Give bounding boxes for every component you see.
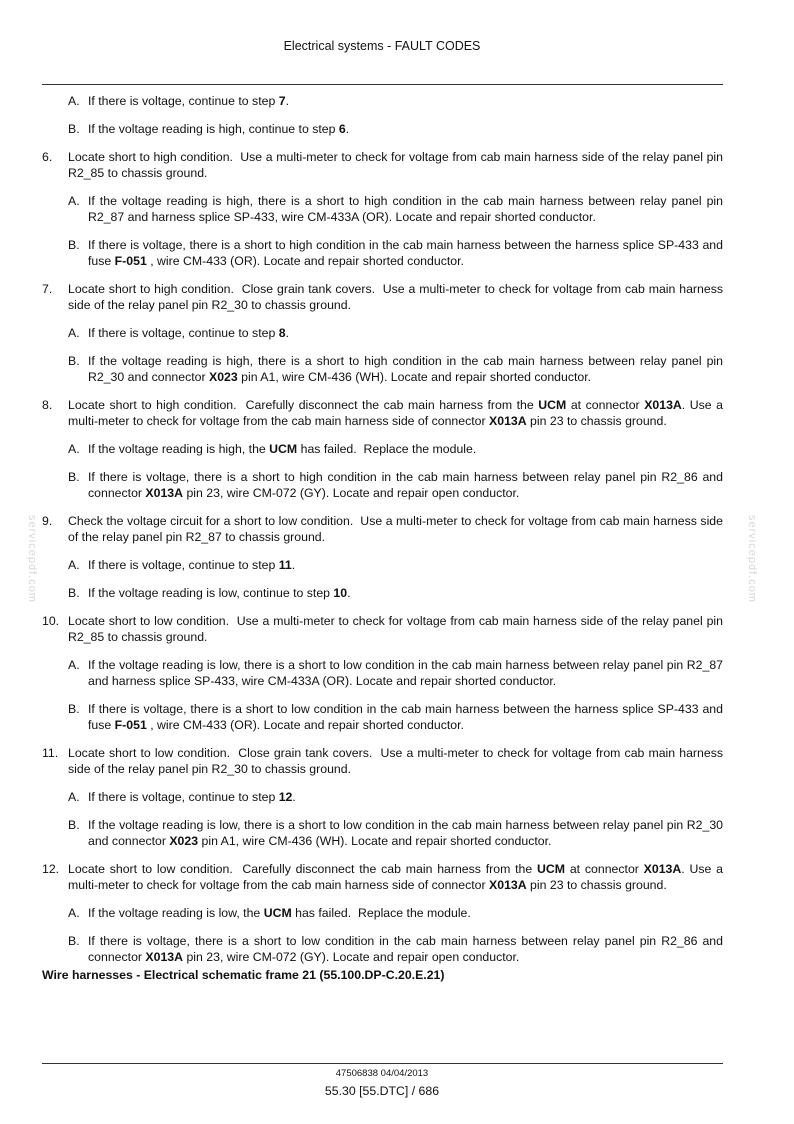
page-header-title: Electrical systems - FAULT CODES: [283, 39, 481, 53]
step-11a: A. If there is voltage, continue to step 12.: [68, 790, 296, 804]
step-7a: A. If there is voltage, continue to step 8.: [68, 326, 289, 340]
step-6a: A. If the voltage reading is high, there is a short to high condition in the cab main harness between relay panel pin R2_87 and harness splice SP-433, wire CM-433A (OR). Locate and repair shorted conductor.: [68, 194, 723, 224]
step-6b: B. If there is voltage, there is a short to high condition in the cab main harness between the harness splice SP-433 and fuse F-051 , wire CM-433 (OR). Locate and repair shorted conductor.: [68, 238, 723, 268]
section-title: Wire harnesses - Electrical schematic frame 21 (55.100.DP-C.20.E.21): [42, 968, 445, 982]
header-rule: [42, 84, 723, 85]
step-12b: B. If there is voltage, there is a short to low condition in the cab main harness between relay panel pin R2_86 and connector X013A pin 23, wire CM-072 (GY). Locate and repair open conductor.: [68, 934, 723, 964]
watermark-right: servicepdf.com: [746, 515, 758, 603]
step-12: 12. Locate short to low condition. Carefully disconnect the cab main harness from the UCM at connector X013A. Use a multi-meter to check for voltage from the cab main harness side of connector X013A pin 23 to chassis ground.: [42, 862, 723, 892]
step-8a: A. If the voltage reading is high, the UCM has failed. Replace the module.: [68, 442, 477, 456]
step-11: 11. Locate short to low condition. Close grain tank covers. Use a multi-meter to check for voltage from cab main harness side of the relay panel pin R2_30 to chassis ground.: [42, 746, 723, 776]
step-5b: B. If the voltage reading is high, continue to step 6.: [68, 122, 350, 136]
step-11b: B. If the voltage reading is low, there is a short to low condition in the cab main harness between relay panel pin R2_30 and connector X023 pin A1, wire CM-436 (WH). Locate and repair shorted conductor.: [68, 818, 723, 848]
footer-rule: [42, 1063, 723, 1064]
step-8b: B. If there is voltage, there is a short to high condition in the cab main harness between relay panel pin R2_86 and connector X013A pin 23, wire CM-072 (GY). Locate and repair open conductor.: [68, 470, 723, 500]
step-9a: A. If there is voltage, continue to step 11.: [68, 558, 296, 572]
step-9: 9. Check the voltage circuit for a short to low condition. Use a multi-meter to check for voltage from cab main harness side of the relay panel pin R2_87 to chassis ground.: [42, 514, 723, 544]
step-5a: A. If there is voltage, continue to step 7.: [68, 94, 289, 108]
footer-page-number: 55.30 [55.DTC] / 686: [324, 1084, 440, 1098]
step-9b: B. If the voltage reading is low, continue to step 10.: [68, 586, 351, 600]
step-12a: A. If the voltage reading is low, the UCM has failed. Replace the module.: [68, 906, 471, 920]
footer-doc-code: 47506838 04/04/2013: [335, 1068, 429, 1079]
step-10b: B. If there is voltage, there is a short to low condition in the cab main harness between the harness splice SP-433 and fuse F-051 , wire CM-433 (OR). Locate and repair shorted conductor.: [68, 702, 723, 732]
step-8: 8. Locate short to high condition. Carefully disconnect the cab main harness from the UCM at connector X013A. Use a multi-meter to check for voltage from the cab main harness side of connector X013A pin 23 to chassis ground.: [42, 398, 723, 428]
fault-code-steps: [42, 93, 723, 983]
step-7b: B. If the voltage reading is high, there is a short to high condition in the cab main harness between relay panel pin R2_30 and connector X023 pin A1, wire CM-436 (WH). Locate and repair shorted conductor.: [68, 354, 723, 384]
step-7: 7. Locate short to high condition. Close grain tank covers. Use a multi-meter to check for voltage from cab main harness side of the relay panel pin R2_30 to chassis ground.: [42, 282, 723, 312]
step-6: 6. Locate short to high condition. Use a multi-meter to check for voltage from cab main harness side of the relay panel pin R2_85 to chassis ground.: [42, 150, 723, 180]
step-10: 10. Locate short to low condition. Use a multi-meter to check for voltage from cab main harness side of the relay panel pin R2_85 to chassis ground.: [42, 614, 723, 644]
step-10a: A. If the voltage reading is low, there is a short to low condition in the cab main harness between relay panel pin R2_87 and harness splice SP-433, wire CM-433A (OR). Locate and repair shorted conductor.: [68, 658, 723, 688]
watermark-left: servicepdf.com: [26, 515, 38, 603]
